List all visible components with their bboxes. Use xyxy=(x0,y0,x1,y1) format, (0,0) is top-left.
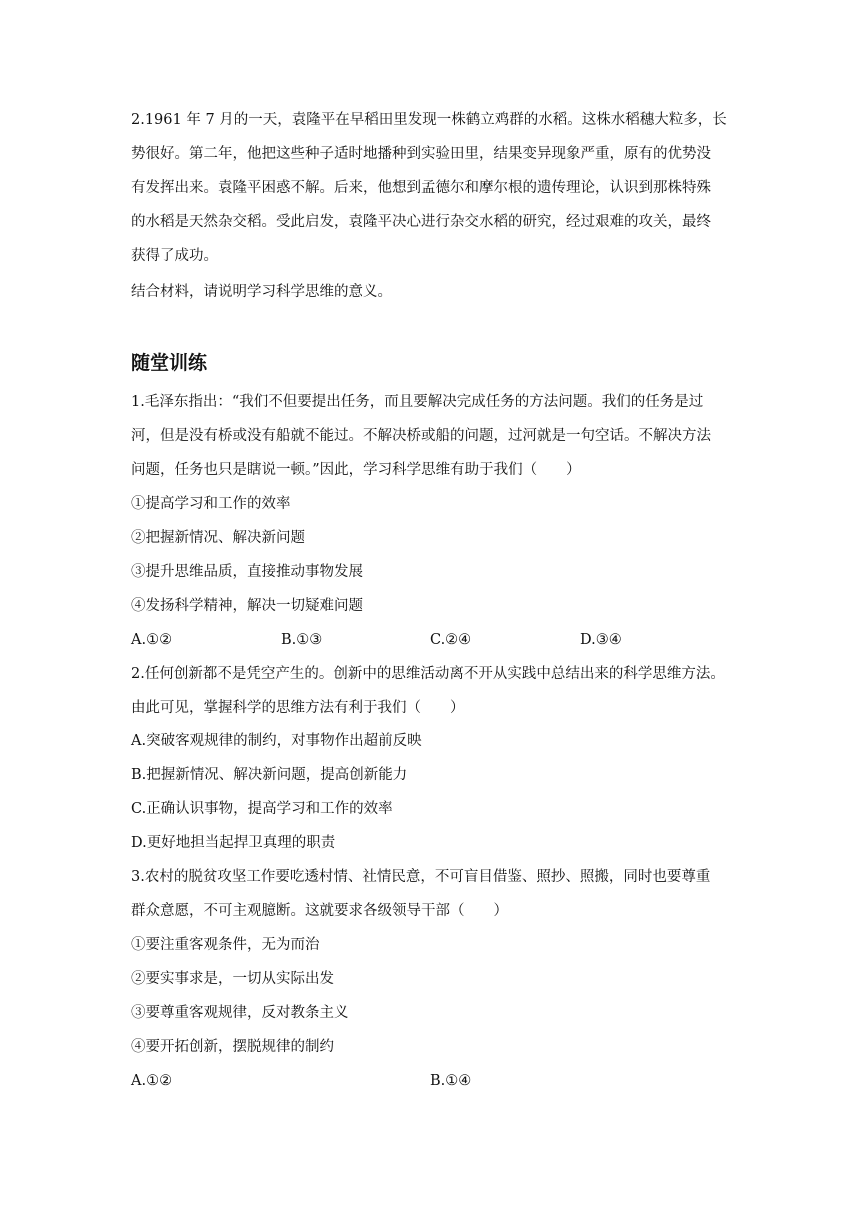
material-question-line: 的水稻是天然杂交稻。受此启发，袁隆平决心进行杂交水稻的研究，经过艰难的攻关，最终 xyxy=(131,214,711,230)
q2-choice-c: C.正确认识事物，提高学习和工作的效率 xyxy=(131,801,393,817)
material-question-line: 获得了成功。 xyxy=(131,248,218,264)
q1-item: ④发扬科学精神，解决一切疑难问题 xyxy=(131,598,363,614)
q2-stem-line: 2.任何创新都不是凭空产生的。创新中的思维活动离不开从实践中总结出来的科学思维方法。 xyxy=(131,666,725,682)
q3-choice-b: B.①④ xyxy=(430,1073,472,1089)
q2-choice-d: D.更好地担当起捍卫真理的职责 xyxy=(131,835,336,851)
q1-choice-b: B.①③ xyxy=(281,632,323,648)
q3-item: ①要注重客观条件，无为而治 xyxy=(131,937,320,953)
q1-item: ①提高学习和工作的效率 xyxy=(131,496,291,512)
q1-stem-line: 1.毛泽东指出：“我们不但要提出任务，而且要解决完成任务的方法问题。我们的任务是过 xyxy=(131,394,704,410)
q1-choice-c: C.②④ xyxy=(430,632,472,648)
q3-stem-line: 3.农村的脱贫攻坚工作要吃透村情、社情民意，不可盲目借鉴、照抄、照搬，同时也要尊重 xyxy=(131,869,711,885)
q1-item: ③提升思维品质，直接推动事物发展 xyxy=(131,564,363,580)
material-question-prompt: 结合材料，请说明学习科学思维的意义。 xyxy=(131,284,392,300)
q3-choice-a: A.①② xyxy=(131,1073,173,1089)
q1-choice-d: D.③④ xyxy=(580,632,622,648)
q1-item: ②把握新情况、解决新问题 xyxy=(131,530,305,546)
q1-stem-line: 问题，任务也只是瞎说一顿。”因此，学习科学思维有助于我们（ ） xyxy=(131,462,581,478)
q2-stem-line: 由此可见，掌握科学的思维方法有利于我们（ ） xyxy=(131,700,465,716)
q2-choice-b: B.把握新情况、解决新问题，提高创新能力 xyxy=(131,767,408,783)
q3-item: ②要实事求是，一切从实际出发 xyxy=(131,971,334,987)
material-question-line: 有发挥出来。袁隆平困惑不解。后来，他想到孟德尔和摩尔根的遗传理论，认识到那株特殊 xyxy=(131,180,711,196)
q1-choice-a: A.①② xyxy=(131,632,173,648)
q3-stem-line: 群众意愿，不可主观臆断。这就要求各级领导干部（ ） xyxy=(131,903,508,919)
q2-choice-a: A.突破客观规律的制约，对事物作出超前反映 xyxy=(131,733,422,749)
q3-item: ④要开拓创新，摆脱规律的制约 xyxy=(131,1039,334,1055)
q1-stem-line: 河，但是没有桥或没有船就不能过。不解决桥或船的问题，过河就是一句空话。不解决方法 xyxy=(131,428,711,444)
material-question-line: 势很好。第二年，他把这些种子适时地播种到实验田里，结果变异现象严重，原有的优势没 xyxy=(131,146,711,162)
material-question-line: 2.1961 年 7 月的一天，袁隆平在早稻田里发现一株鹤立鸡群的水稻。这株水稻穗大粒多，长 xyxy=(131,112,727,128)
section-title: 随堂训练 xyxy=(131,352,208,374)
q3-item: ③要尊重客观规律，反对教条主义 xyxy=(131,1005,349,1021)
